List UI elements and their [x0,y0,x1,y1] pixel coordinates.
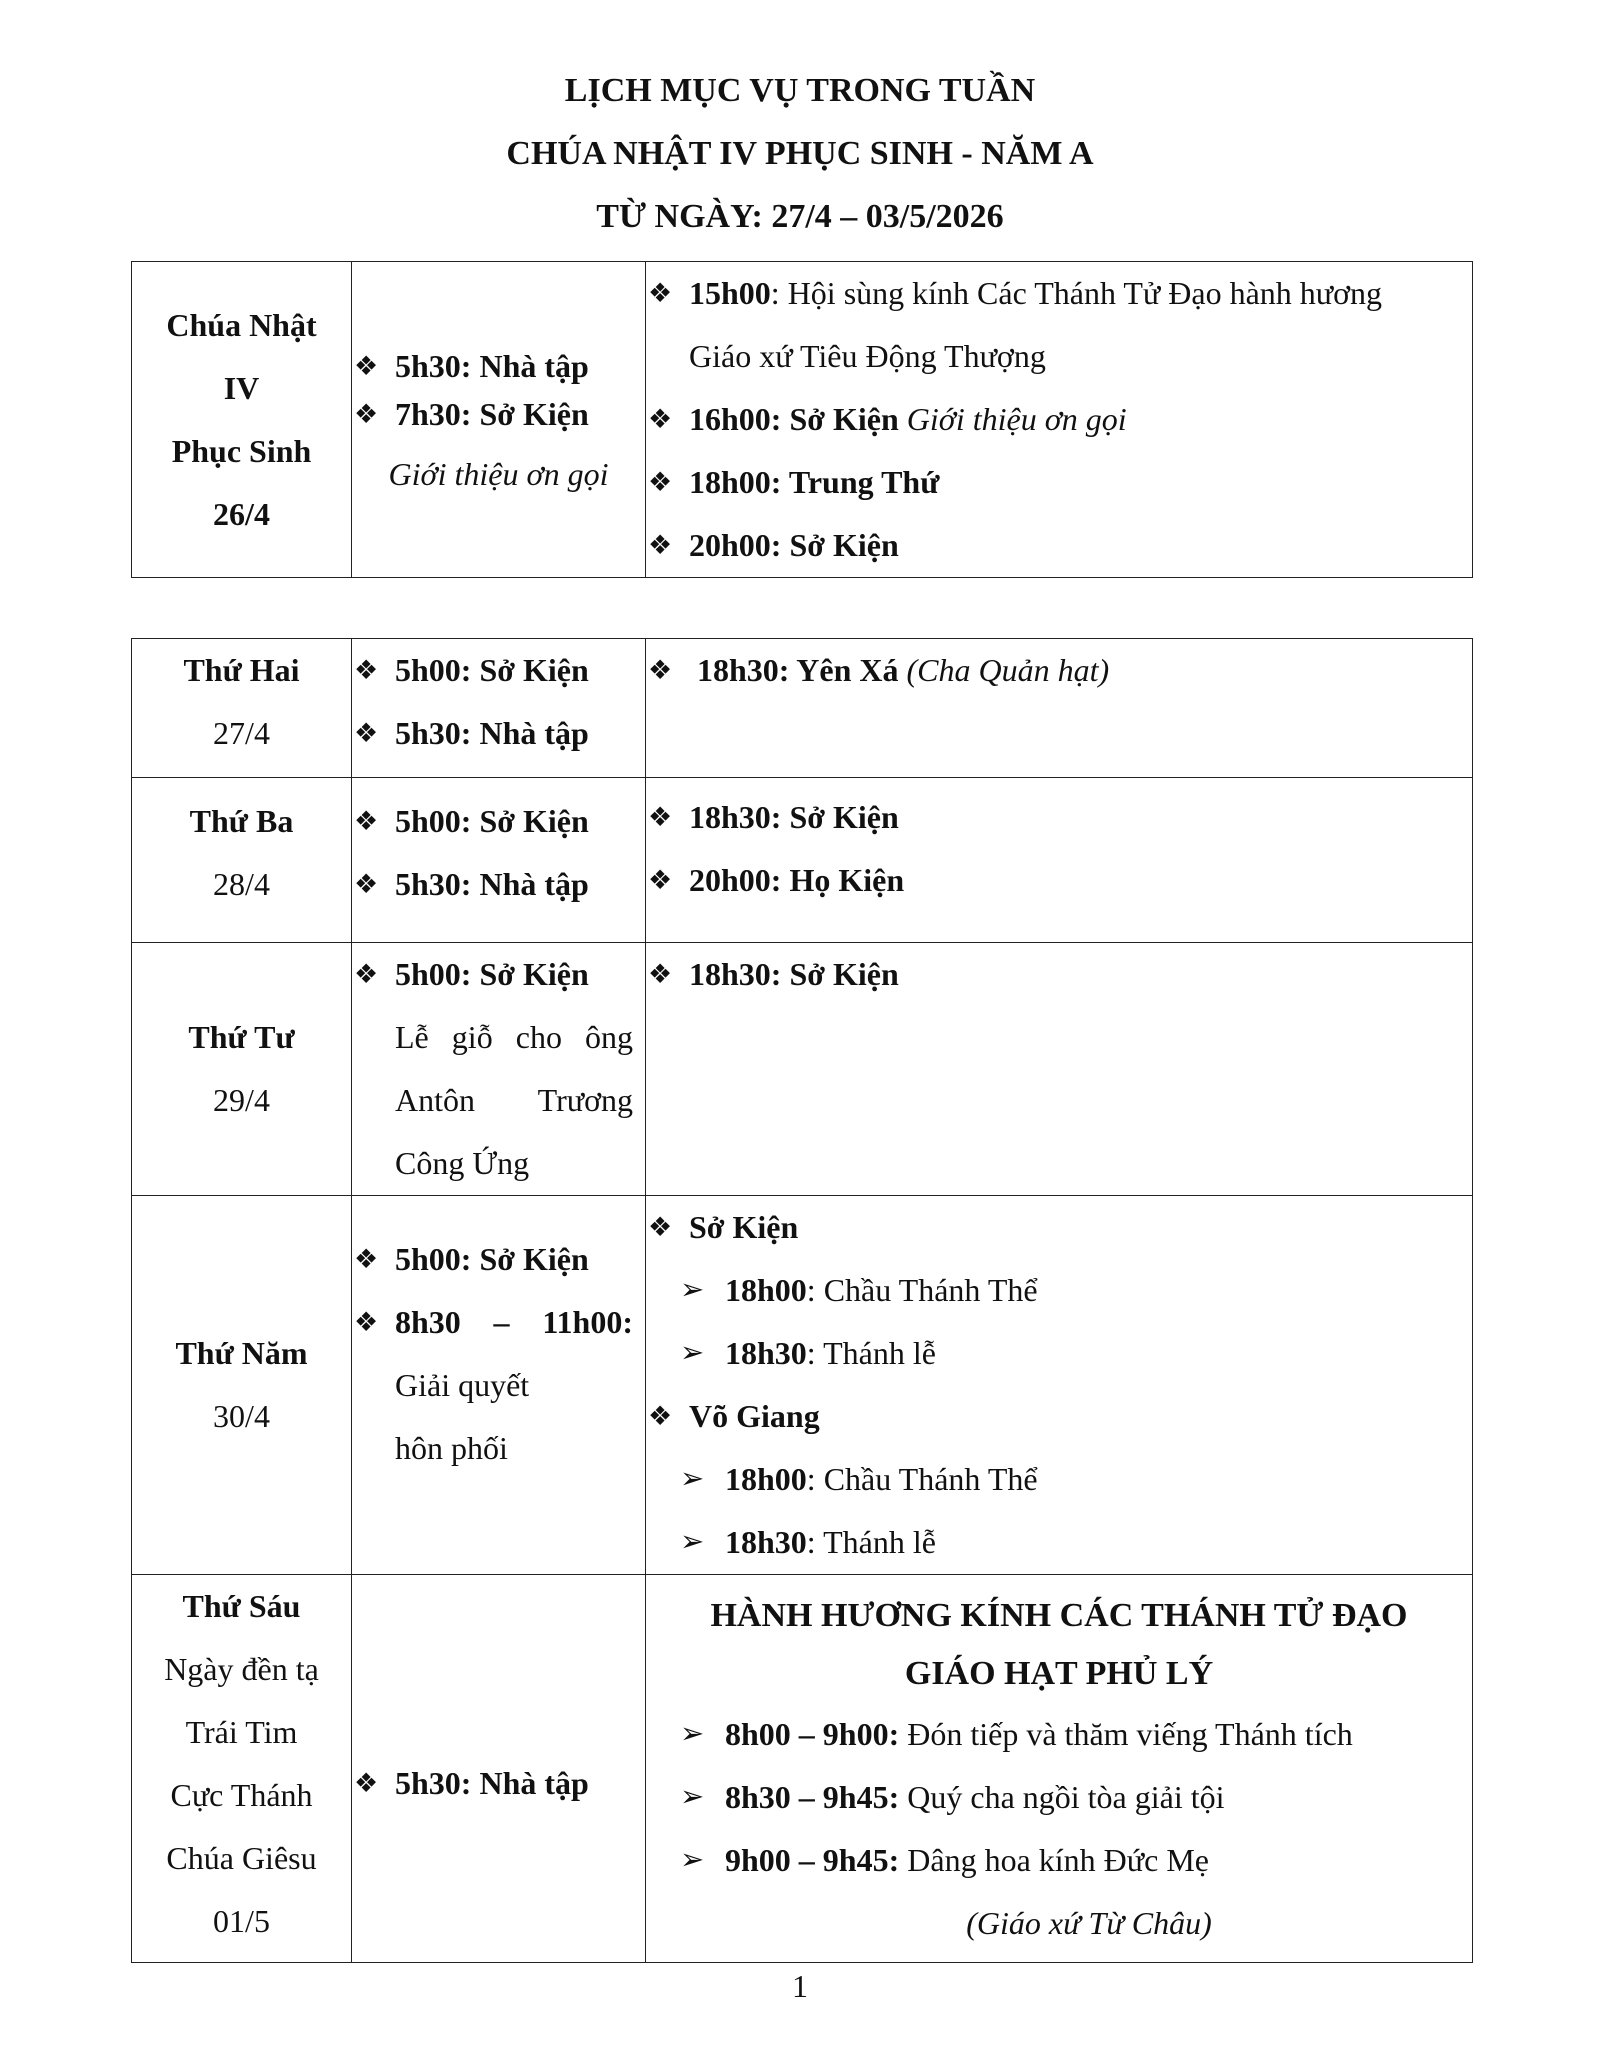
tuesday-row [132,778,1473,943]
item-time: 18h30 [725,1524,807,1560]
schedule-title: LỊCH MỤC VỤ TRONG TUẦN [564,72,1036,109]
sub-item [646,1322,1472,1385]
morning-cell [352,639,646,778]
schedule-item: ❖ 5h30: Nhà tập [352,853,645,916]
pilgrimage-subtitle: GIÁO HẠT PHỦ LÝ [904,1655,1214,1692]
schedule-subtitle: CHÚA NHẬT IV PHỤC SINH - NĂM A [506,135,1094,172]
day-label: Chúa Giêsu [166,1840,317,1876]
pilgrimage-note: (Giáo xứ Từ Châu) [966,1905,1212,1941]
schedule-item: ❖ 5h30: Nhà tập [352,702,645,765]
day-date: 29/4 [213,1082,270,1118]
day-label: Cực Thánh [170,1777,313,1813]
evening-cell [646,778,1473,943]
schedule-item: ❖ 5h00: Sở Kiện [352,790,645,853]
item-text: : Chầu Thánh Thể [806,1272,1038,1308]
schedule-item: ❖ 18h30: Sở Kiện [646,786,1472,849]
evening-cell [646,1575,1473,1963]
evening-cell [646,943,1473,1196]
day-label: Thứ Ba [189,803,294,839]
pilgrimage-title: HÀNH HƯƠNG KÍNH CÁC THÁNH TỬ ĐẠO [710,1597,1408,1634]
sub-item [646,1259,1472,1322]
item-time: 18h00 [725,1461,807,1497]
schedule-item: ❖ 5h30: Nhà tập [352,1752,645,1815]
item-time: 8h30 – 9h45: [725,1779,900,1815]
day-cell [132,1575,352,1963]
day-cell [132,262,352,578]
day-date: 26/4 [213,495,270,532]
item-text: Dâng hoa kính Đức Mẹ [899,1842,1209,1878]
item-continuation: Giáo xứ Tiêu Động Thượng [689,338,1046,374]
item-note: Giới thiệu ơn gọi [388,455,609,492]
item-note: (Cha Quản hạt) [906,652,1110,688]
sub-item [646,1766,1472,1829]
morning-cell [352,1196,646,1575]
item-note: Antôn Trương [395,1082,633,1118]
item-note: Công Ứng [395,1145,530,1181]
item-text: Đón tiếp và thăm viếng Thánh tích [899,1716,1353,1752]
schedule-item: ❖ 18h00: Trung Thứ [646,451,1472,514]
location-item: ❖ Sở Kiện [646,1196,1472,1259]
schedule-item: ❖ 5h00: Sở Kiện [352,639,645,702]
schedule-item: ❖ 20h00: Họ Kiện [646,849,1472,912]
day-label: Phục Sinh [171,432,312,469]
thursday-row [132,1196,1473,1575]
schedule-item: ❖ 8h30 – 11h00: [352,1291,645,1354]
schedule-item [646,639,1472,702]
evening-cell [646,639,1473,778]
weekday-table [131,638,1473,1963]
item-time: 15h00 [689,275,771,311]
sub-item [646,1703,1472,1766]
schedule-item: ❖ 18h30: Sở Kiện [646,943,1472,1006]
sub-item [646,1448,1472,1511]
schedule-item: ❖ 5h30: Nhà tập [352,342,645,390]
sunday-row [132,262,1473,578]
morning-cell [352,943,646,1196]
morning-cell [352,1575,646,1963]
day-cell [132,1196,352,1575]
item-time: 9h00 – 9h45: [725,1842,900,1878]
day-date: 27/4 [213,715,270,751]
item-note: hôn phối [395,1430,508,1466]
item-time: 18h30 [725,1335,807,1371]
item-text: : Thánh lễ [806,1524,936,1560]
page-number: 1 [792,1968,808,2004]
sub-item [646,1511,1472,1574]
day-date: 01/5 [213,1903,270,1939]
item-note: Lễ giỗ cho ông [395,1019,633,1055]
day-cell [132,943,352,1196]
schedule-item: ❖ 5h00: Sở Kiện [352,943,645,1006]
evening-cell [646,262,1473,578]
item-text: Quý cha ngồi tòa giải tội [899,1779,1225,1815]
evening-cell [646,1196,1473,1575]
schedule-item: ❖ 20h00: Sở Kiện [646,514,1472,577]
schedule-item [646,262,1472,325]
day-date: 28/4 [213,866,270,902]
item-time: 18h30: Yên Xá [697,652,899,688]
schedule-item: ❖ 5h00: Sở Kiện [352,1228,645,1291]
item-note: Giải quyết [395,1367,530,1403]
day-label: Thứ Sáu [182,1588,301,1624]
sub-item [646,1829,1472,1892]
schedule-date-range: TỪ NGÀY: 27/4 – 03/5/2026 [596,198,1004,235]
friday-row [132,1575,1473,1963]
item-text: : Chầu Thánh Thể [806,1461,1038,1497]
item-note: Giới thiệu ơn gọi [906,401,1127,437]
location-item: ❖ Võ Giang [646,1385,1472,1448]
day-label: Thứ Năm [175,1335,308,1371]
day-label: Ngày đền tạ [164,1651,319,1687]
day-label: Chúa Nhật [166,306,317,343]
item-time: 8h00 – 9h00: [725,1716,900,1752]
day-cell [132,778,352,943]
morning-cell [352,778,646,943]
day-label: IV [223,369,260,406]
item-text: : Thánh lễ [806,1335,936,1371]
day-label: Thứ Hai [183,652,300,688]
morning-cell [352,262,646,578]
monday-row [132,639,1473,778]
day-label: Thứ Tư [188,1019,295,1055]
item-text: : Hội sùng kính Các Thánh Tử Đạo hành hương [770,275,1383,311]
schedule-item [646,388,1472,451]
schedule-item: ❖ 7h30: Sở Kiện [352,390,645,438]
item-time: 16h00: Sở Kiện [689,401,899,437]
day-date: 30/4 [213,1398,270,1434]
item-time: 18h00 [725,1272,807,1308]
day-label: Trái Tim [185,1714,298,1750]
day-cell [132,639,352,778]
sunday-table [131,261,1473,578]
wednesday-row [132,943,1473,1196]
